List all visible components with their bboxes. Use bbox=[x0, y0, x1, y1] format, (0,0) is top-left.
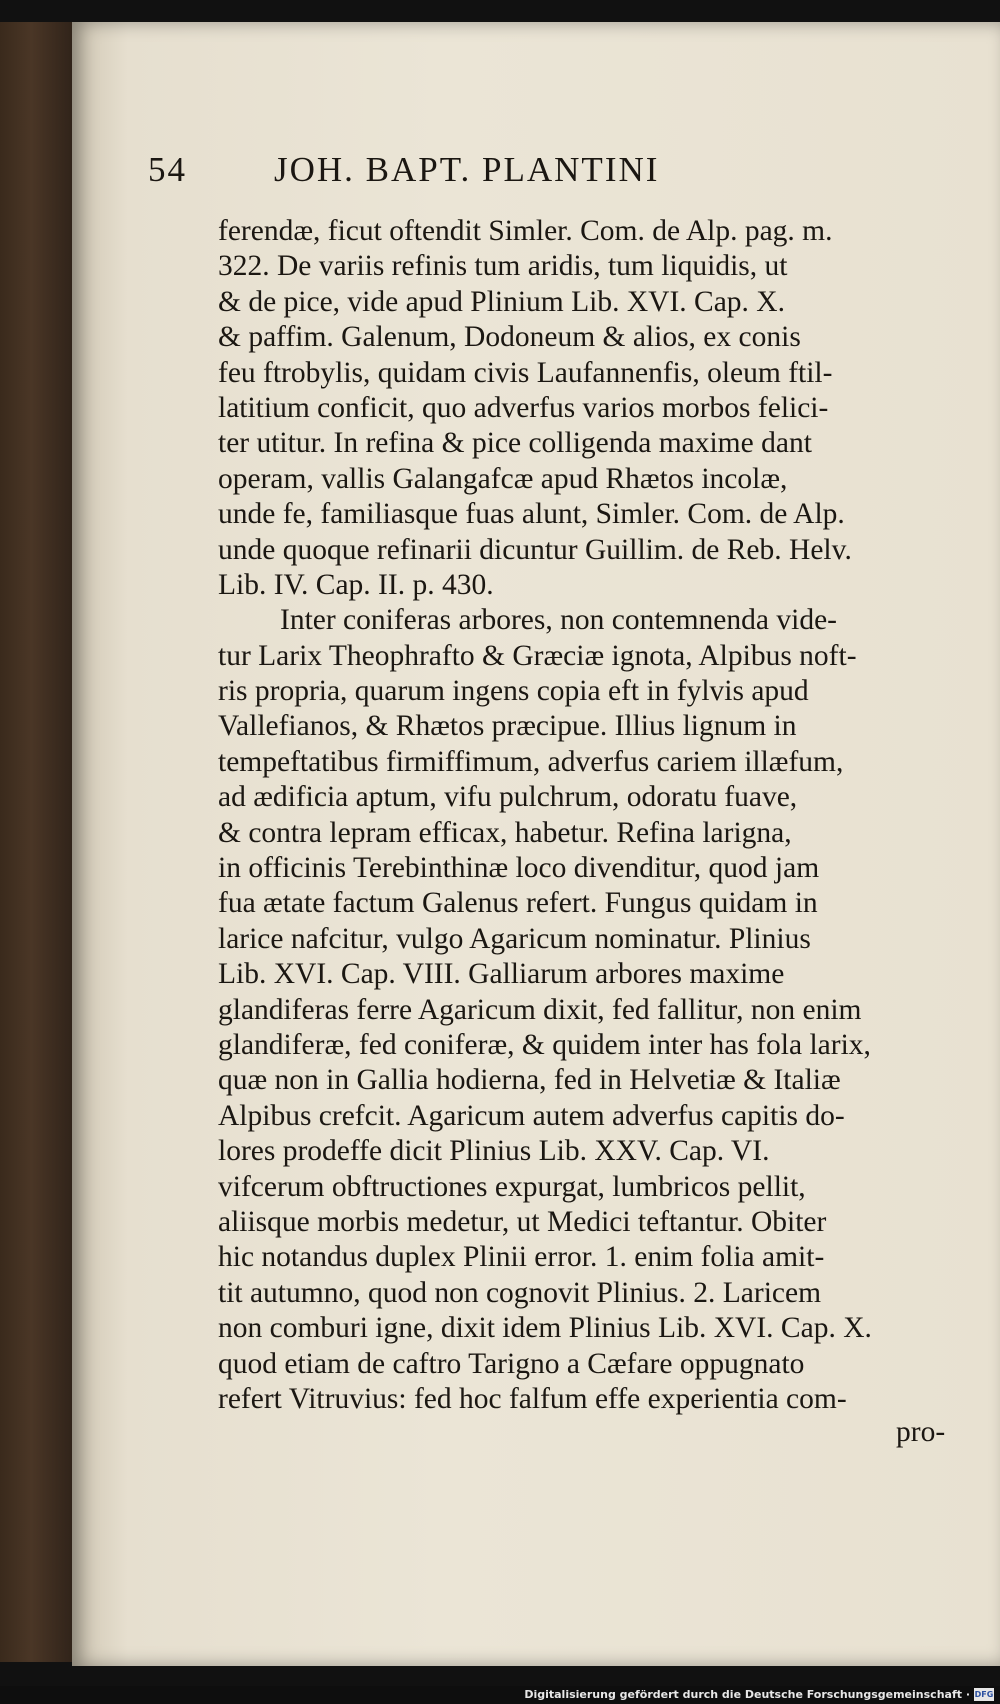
text-line: non comburi igne, dixit idem Plinius Lib. XVI. Cap. X. bbox=[218, 1312, 872, 1345]
text-line: feu ftrobylis, quidam civis Laufannenfis, oleum ftil- bbox=[218, 356, 833, 389]
text-line: operam, vallis Galangafcæ apud Rhætos incolæ, bbox=[218, 462, 788, 495]
text-line: 322. De variis refinis tum aridis, tum liquidis, ut bbox=[218, 250, 788, 283]
text-line: Lib. IV. Cap. II. p. 430. bbox=[218, 568, 494, 601]
text-line: ferendæ, ficut oftendit Simler. Com. de Alp. pag. m. bbox=[218, 215, 833, 247]
text-line: & contra lepram efficax, habetur. Refina larigna, bbox=[218, 816, 792, 849]
text-line: refert Vitruvius: fed hoc falfum effe experientia com- bbox=[218, 1382, 847, 1415]
text-line: tur Larix Theophrafto & Græciæ ignota, Alpibus noft- bbox=[218, 639, 857, 672]
text-line: Alpibus crefcit. Agaricum autem adverfus capitis do- bbox=[218, 1099, 845, 1132]
text-line: hic notandus duplex Plinii error. 1. enim folia amit- bbox=[218, 1241, 825, 1274]
text-line: fua ætate factum Galenus refert. Fungus quidam in bbox=[218, 887, 818, 920]
text-line: in officinis Terebinthinæ loco divenditur, quod jam bbox=[218, 852, 820, 885]
page-number: 54 bbox=[148, 150, 187, 189]
running-title: JOH. BAPT. PLANTINI bbox=[274, 150, 660, 189]
book-edge bbox=[0, 22, 78, 1662]
text-line: & de pice, vide apud Plinium Lib. XVI. Cap. X. bbox=[218, 285, 785, 318]
text-line: lores prodeffe dicit Plinius Lib. XXV. Cap. VI. bbox=[218, 1135, 770, 1168]
text-line: ris propria, quarum ingens copia eft in fylvis apud bbox=[218, 675, 809, 708]
text-line: & paffim. Galenum, Dodoneum & alios, ex conis bbox=[218, 321, 801, 354]
text-line: Vallefianos, & Rhætos præcipue. Illius lignum in bbox=[218, 710, 797, 743]
text-line: tempeftatibus firmiffimum, adverfus cariem illæfum, bbox=[218, 745, 844, 778]
text-line: quæ non in Gallia hodierna, fed in Helvetiæ & Italiæ bbox=[218, 1064, 841, 1097]
text-line: Lib. XVI. Cap. VIII. Galliarum arbores maxime bbox=[218, 958, 785, 991]
catchword: pro- bbox=[896, 1416, 946, 1448]
digitization-credit: Digitalisierung gefördert durch die Deutsche Forschungsgemeinschaft · bbox=[524, 1688, 970, 1701]
text-line: unde fe, familiasque fuas alunt, Simler. Com. de Alp. bbox=[218, 498, 845, 531]
text-line: latitium conficit, quo adverfus varios morbos felici- bbox=[218, 391, 829, 424]
text-line: tit autumno, quod non cognovit Plinius. 2. Laricem bbox=[218, 1276, 822, 1309]
text-line: ter utitur. In refina & pice colligenda maxime dant bbox=[218, 427, 812, 460]
text-line: unde quoque refinarii dicuntur Guillim. de Reb. Helv. bbox=[218, 533, 852, 566]
text-line: glandiferæ, fed coniferæ, & quidem inter has fola larix, bbox=[218, 1028, 871, 1061]
text-line: quod etiam de caftro Tarigno a Cæfare oppugnato bbox=[218, 1347, 805, 1380]
text-line: larice nafcitur, vulgo Agaricum nominatur. Plinius bbox=[218, 922, 811, 955]
dfg-logo: DFG bbox=[974, 1690, 994, 1699]
text-line: ad ædificia aptum, vifu pulchrum, odoratu fuave, bbox=[218, 781, 798, 814]
text-line: glandiferas ferre Agaricum dixit, fed fallitur, non enim bbox=[218, 993, 862, 1026]
text-line: vifcerum obftructiones expurgat, lumbricos pellit, bbox=[218, 1170, 806, 1203]
text-line: aliisque morbis medetur, ut Medici teftantur. Obiter bbox=[218, 1205, 827, 1238]
paragraph-start-line: Inter coniferas arbores, non contemnenda vide- bbox=[280, 604, 837, 637]
body-text bbox=[218, 214, 978, 1417]
running-head bbox=[148, 150, 828, 190]
